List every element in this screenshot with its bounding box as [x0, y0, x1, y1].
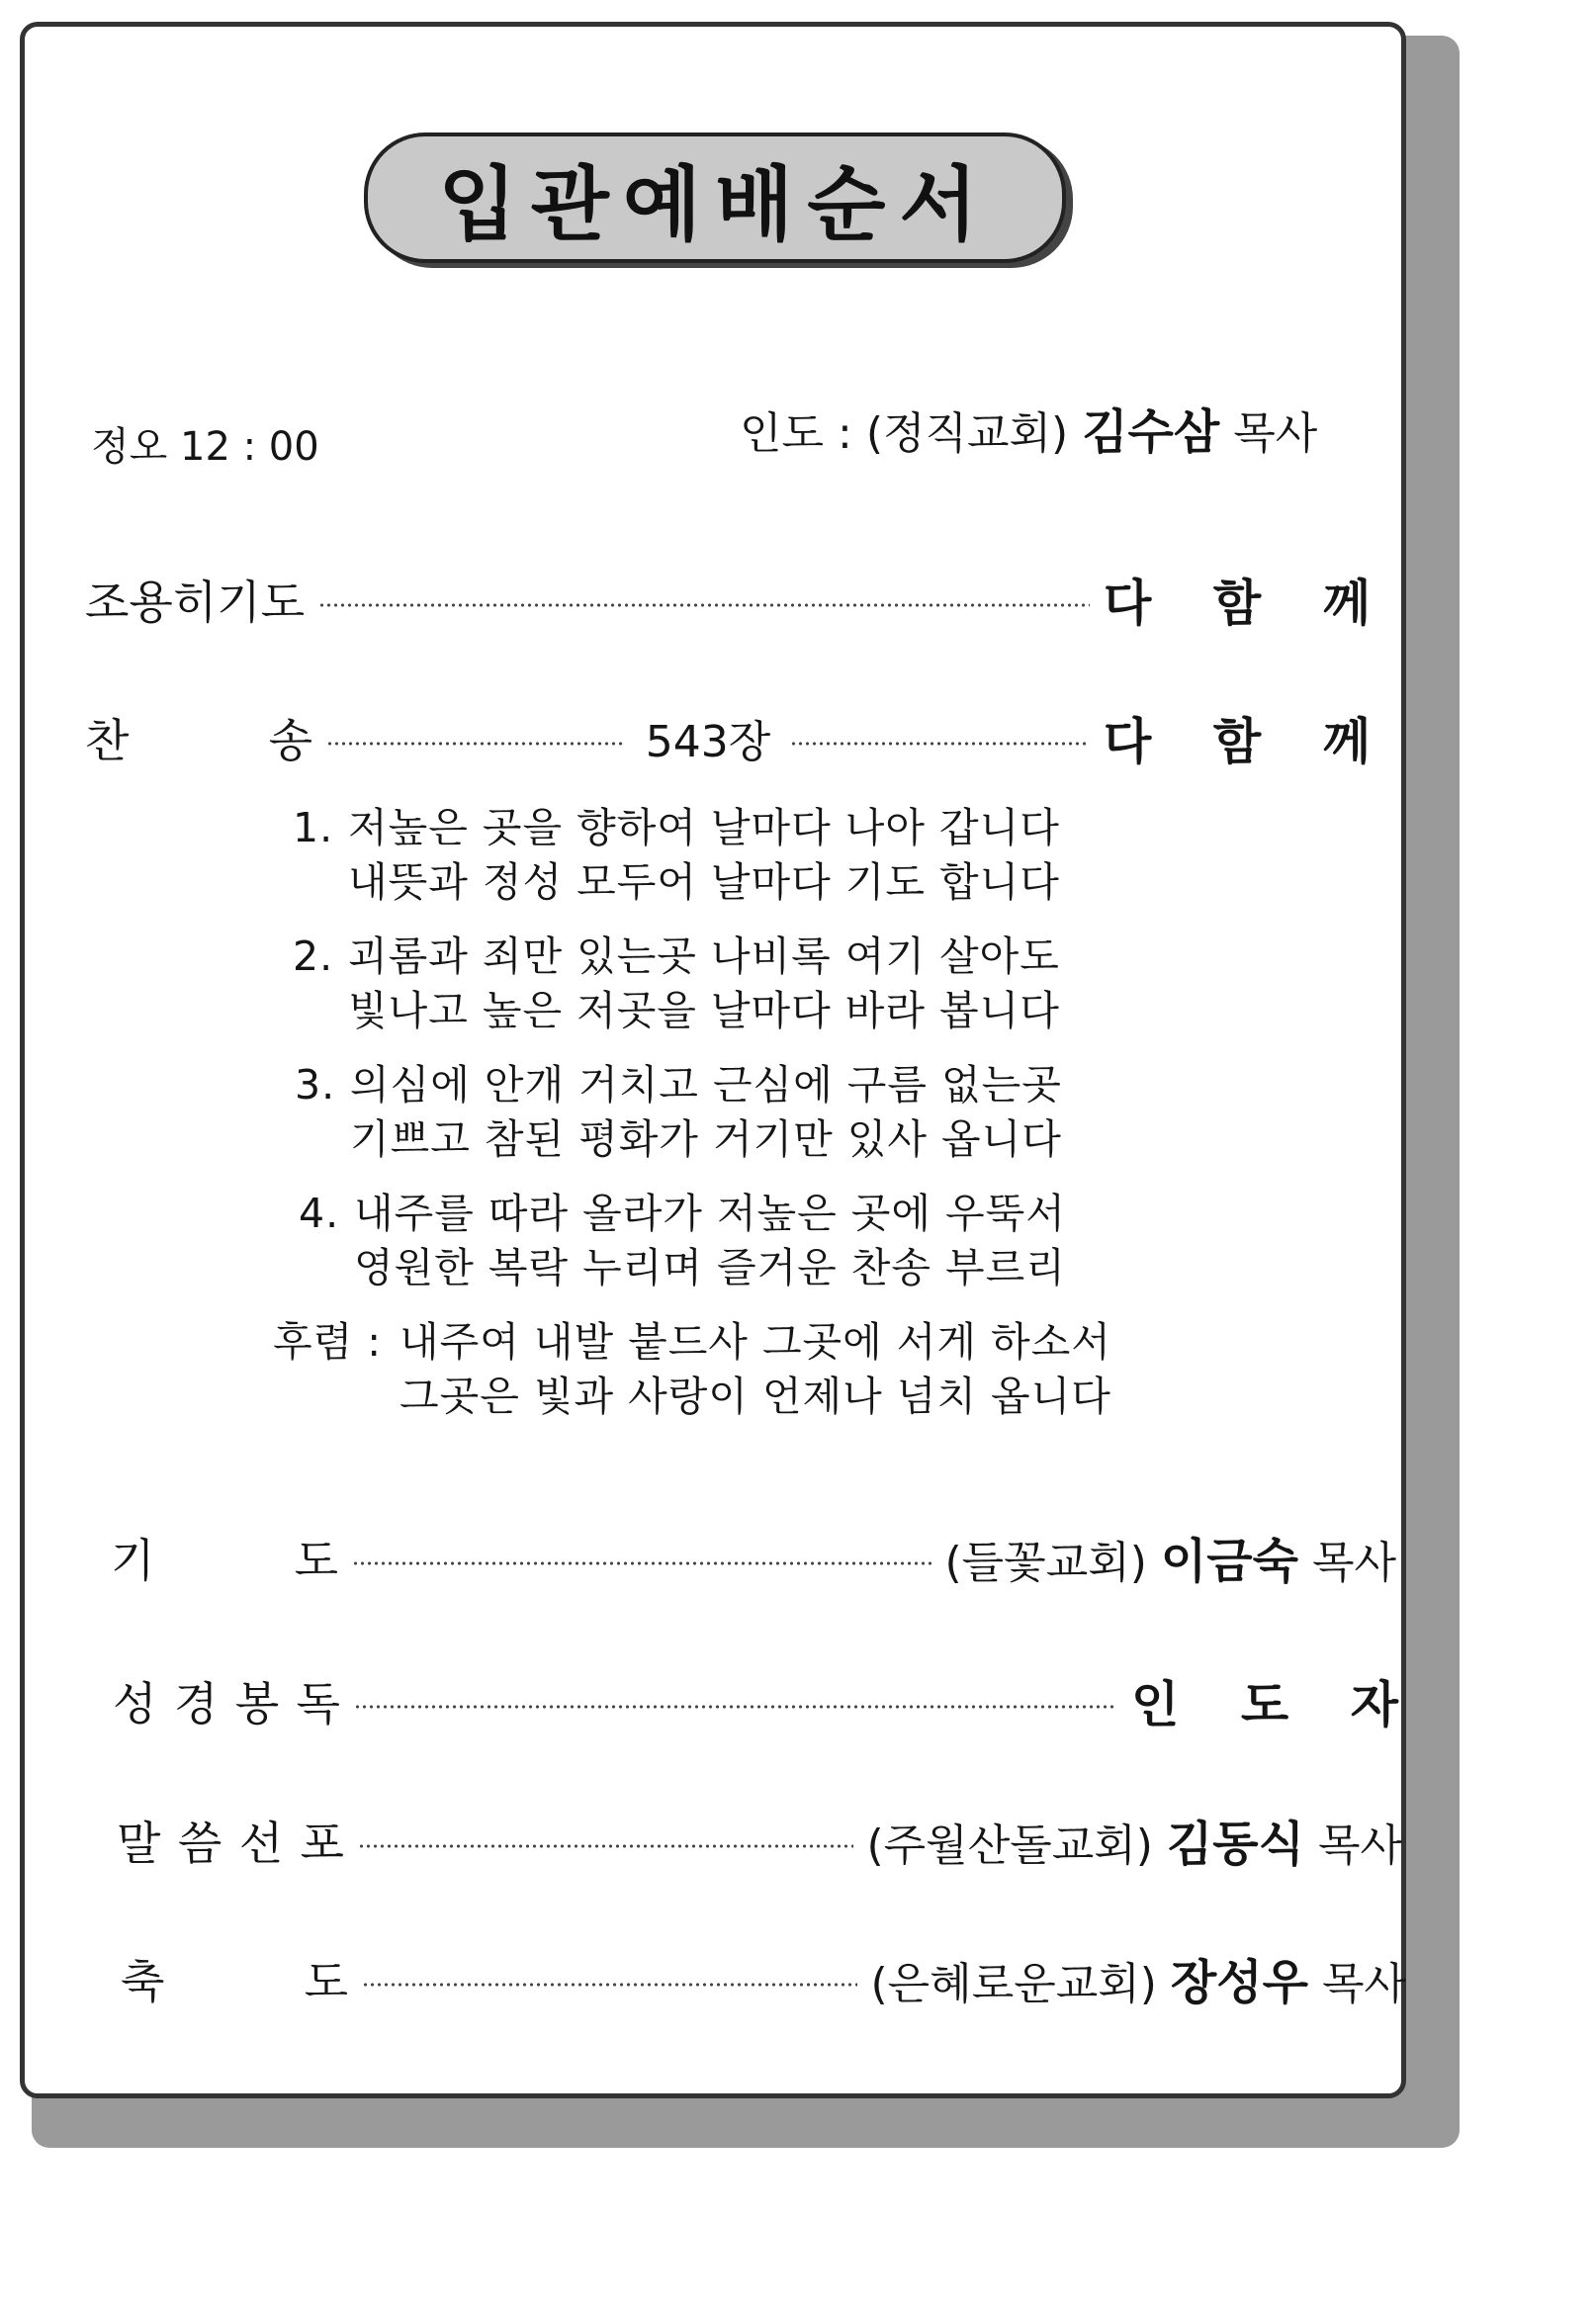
verse-number: 1.	[293, 804, 334, 851]
verse-number: 4.	[299, 1190, 340, 1237]
order-item-hymn	[85, 702, 1371, 773]
label-char: 씀	[177, 1816, 222, 1870]
performer-char: 함	[1212, 575, 1262, 632]
performer-char: 께	[1322, 575, 1371, 632]
order-performer	[871, 1944, 1406, 2012]
hymn-chorus	[273, 1315, 1111, 1424]
performer-church: (주월산돌교회)	[866, 1820, 1153, 1871]
performer-char: 인	[1131, 1676, 1180, 1733]
verse-line: 의심에 안개 거치고 근심에 구름 없는곳	[350, 1061, 1062, 1109]
chorus-line: 그곳은 빛과 사랑이 언제나 넘치 옵니다	[399, 1373, 1111, 1420]
label-char: 독	[296, 1677, 340, 1731]
verse-line: 빛나고 높은 저곳을 날마다 바라 봅니다	[348, 987, 1060, 1034]
order-performer	[1131, 1665, 1398, 1736]
verse-line: 영원한 복락 누리며 즐거운 찬송 부르리	[354, 1244, 1066, 1291]
order-label: 조용히기도	[85, 576, 306, 629]
label-char: 경	[173, 1677, 219, 1731]
leader-dots	[318, 603, 1090, 607]
order-item-silent-prayer	[85, 564, 1371, 635]
verse-line: 내주를 따라 올라가 저높은 곳에 우뚝서	[354, 1190, 1066, 1237]
leader-label: 인도 :	[740, 408, 852, 459]
order-label	[117, 1808, 344, 1873]
performer-title: 목사	[1311, 1538, 1396, 1588]
hymn-verse	[293, 801, 1060, 910]
order-performer	[1104, 702, 1371, 773]
performer-char: 도	[1240, 1676, 1289, 1733]
order-item-scripture-reading	[113, 1665, 1398, 1736]
performer-char: 자	[1350, 1676, 1398, 1733]
label-char: 찬	[85, 714, 130, 767]
label-char: 기	[111, 1533, 155, 1587]
chorus-label: 후렴 :	[273, 1318, 383, 1366]
leader-dots	[362, 1983, 857, 1987]
leader-dots	[352, 1561, 931, 1565]
label-char: 성	[113, 1677, 157, 1731]
label-char: 봉	[234, 1677, 280, 1731]
title-banner	[364, 133, 1066, 263]
leader-dots	[358, 1844, 853, 1848]
order-label	[121, 1946, 348, 2011]
hymn-verse	[295, 1058, 1062, 1167]
order-performer	[867, 1806, 1402, 1874]
order-performer	[945, 1523, 1396, 1591]
hymn-verse	[293, 930, 1060, 1038]
order-performer	[1104, 564, 1371, 635]
performer-name: 이금숙	[1160, 1534, 1298, 1589]
leader-name: 김수삼	[1082, 404, 1220, 460]
leader-church: (정직교회)	[865, 408, 1069, 459]
performer-name: 김동식	[1166, 1817, 1304, 1872]
service-time: 정오 12 : 00	[91, 424, 319, 470]
verse-line: 내뜻과 정성 모두어 날마다 기도 합니다	[348, 858, 1060, 906]
performer-char: 함	[1212, 713, 1262, 770]
order-label	[113, 1668, 340, 1733]
verse-line: 저높은 곳을 향하여 날마다 나아 갑니다	[348, 804, 1060, 851]
verse-line: 기쁘고 참된 평화가 거기만 있사 옵니다	[350, 1115, 1062, 1163]
leader-dots	[354, 1705, 1117, 1709]
order-item-sermon	[117, 1806, 1402, 1874]
hymn-number: 543장	[645, 717, 771, 767]
order-label	[111, 1525, 338, 1590]
leader-dots	[790, 742, 1090, 746]
hymn-verse	[299, 1187, 1066, 1295]
label-char: 포	[300, 1816, 344, 1870]
leader-dots	[326, 742, 626, 746]
performer-name: 장성우	[1170, 1955, 1308, 2010]
performer-char: 다	[1104, 575, 1152, 632]
order-item-benediction	[121, 1944, 1406, 2012]
performer-church: (들꽃교회)	[944, 1538, 1147, 1588]
label-char: 말	[117, 1816, 161, 1870]
label-char: 축	[121, 1954, 165, 2008]
leader-line	[740, 394, 1317, 462]
chorus-line: 내주여 내발 붙드사 그곳에 서게 하소서	[399, 1318, 1111, 1366]
label-char: 도	[294, 1533, 338, 1587]
label-char: 선	[238, 1816, 284, 1870]
performer-church: (은혜로운교회)	[870, 1959, 1157, 2009]
label-char: 송	[268, 714, 312, 767]
verse-number: 3.	[295, 1061, 336, 1109]
verse-line: 괴롬과 죄만 있는곳 나비록 여기 살아도	[348, 932, 1060, 980]
performer-title: 목사	[1317, 1820, 1402, 1871]
performer-title: 목사	[1321, 1959, 1406, 2009]
order-label	[85, 705, 312, 770]
verse-number: 2.	[293, 932, 334, 980]
leader-title: 목사	[1233, 408, 1318, 459]
performer-char: 다	[1104, 713, 1152, 770]
page-title: 입관예배순서	[438, 157, 992, 252]
order-item-prayer	[111, 1523, 1396, 1591]
performer-char: 께	[1322, 713, 1371, 770]
label-char: 도	[304, 1954, 348, 2008]
